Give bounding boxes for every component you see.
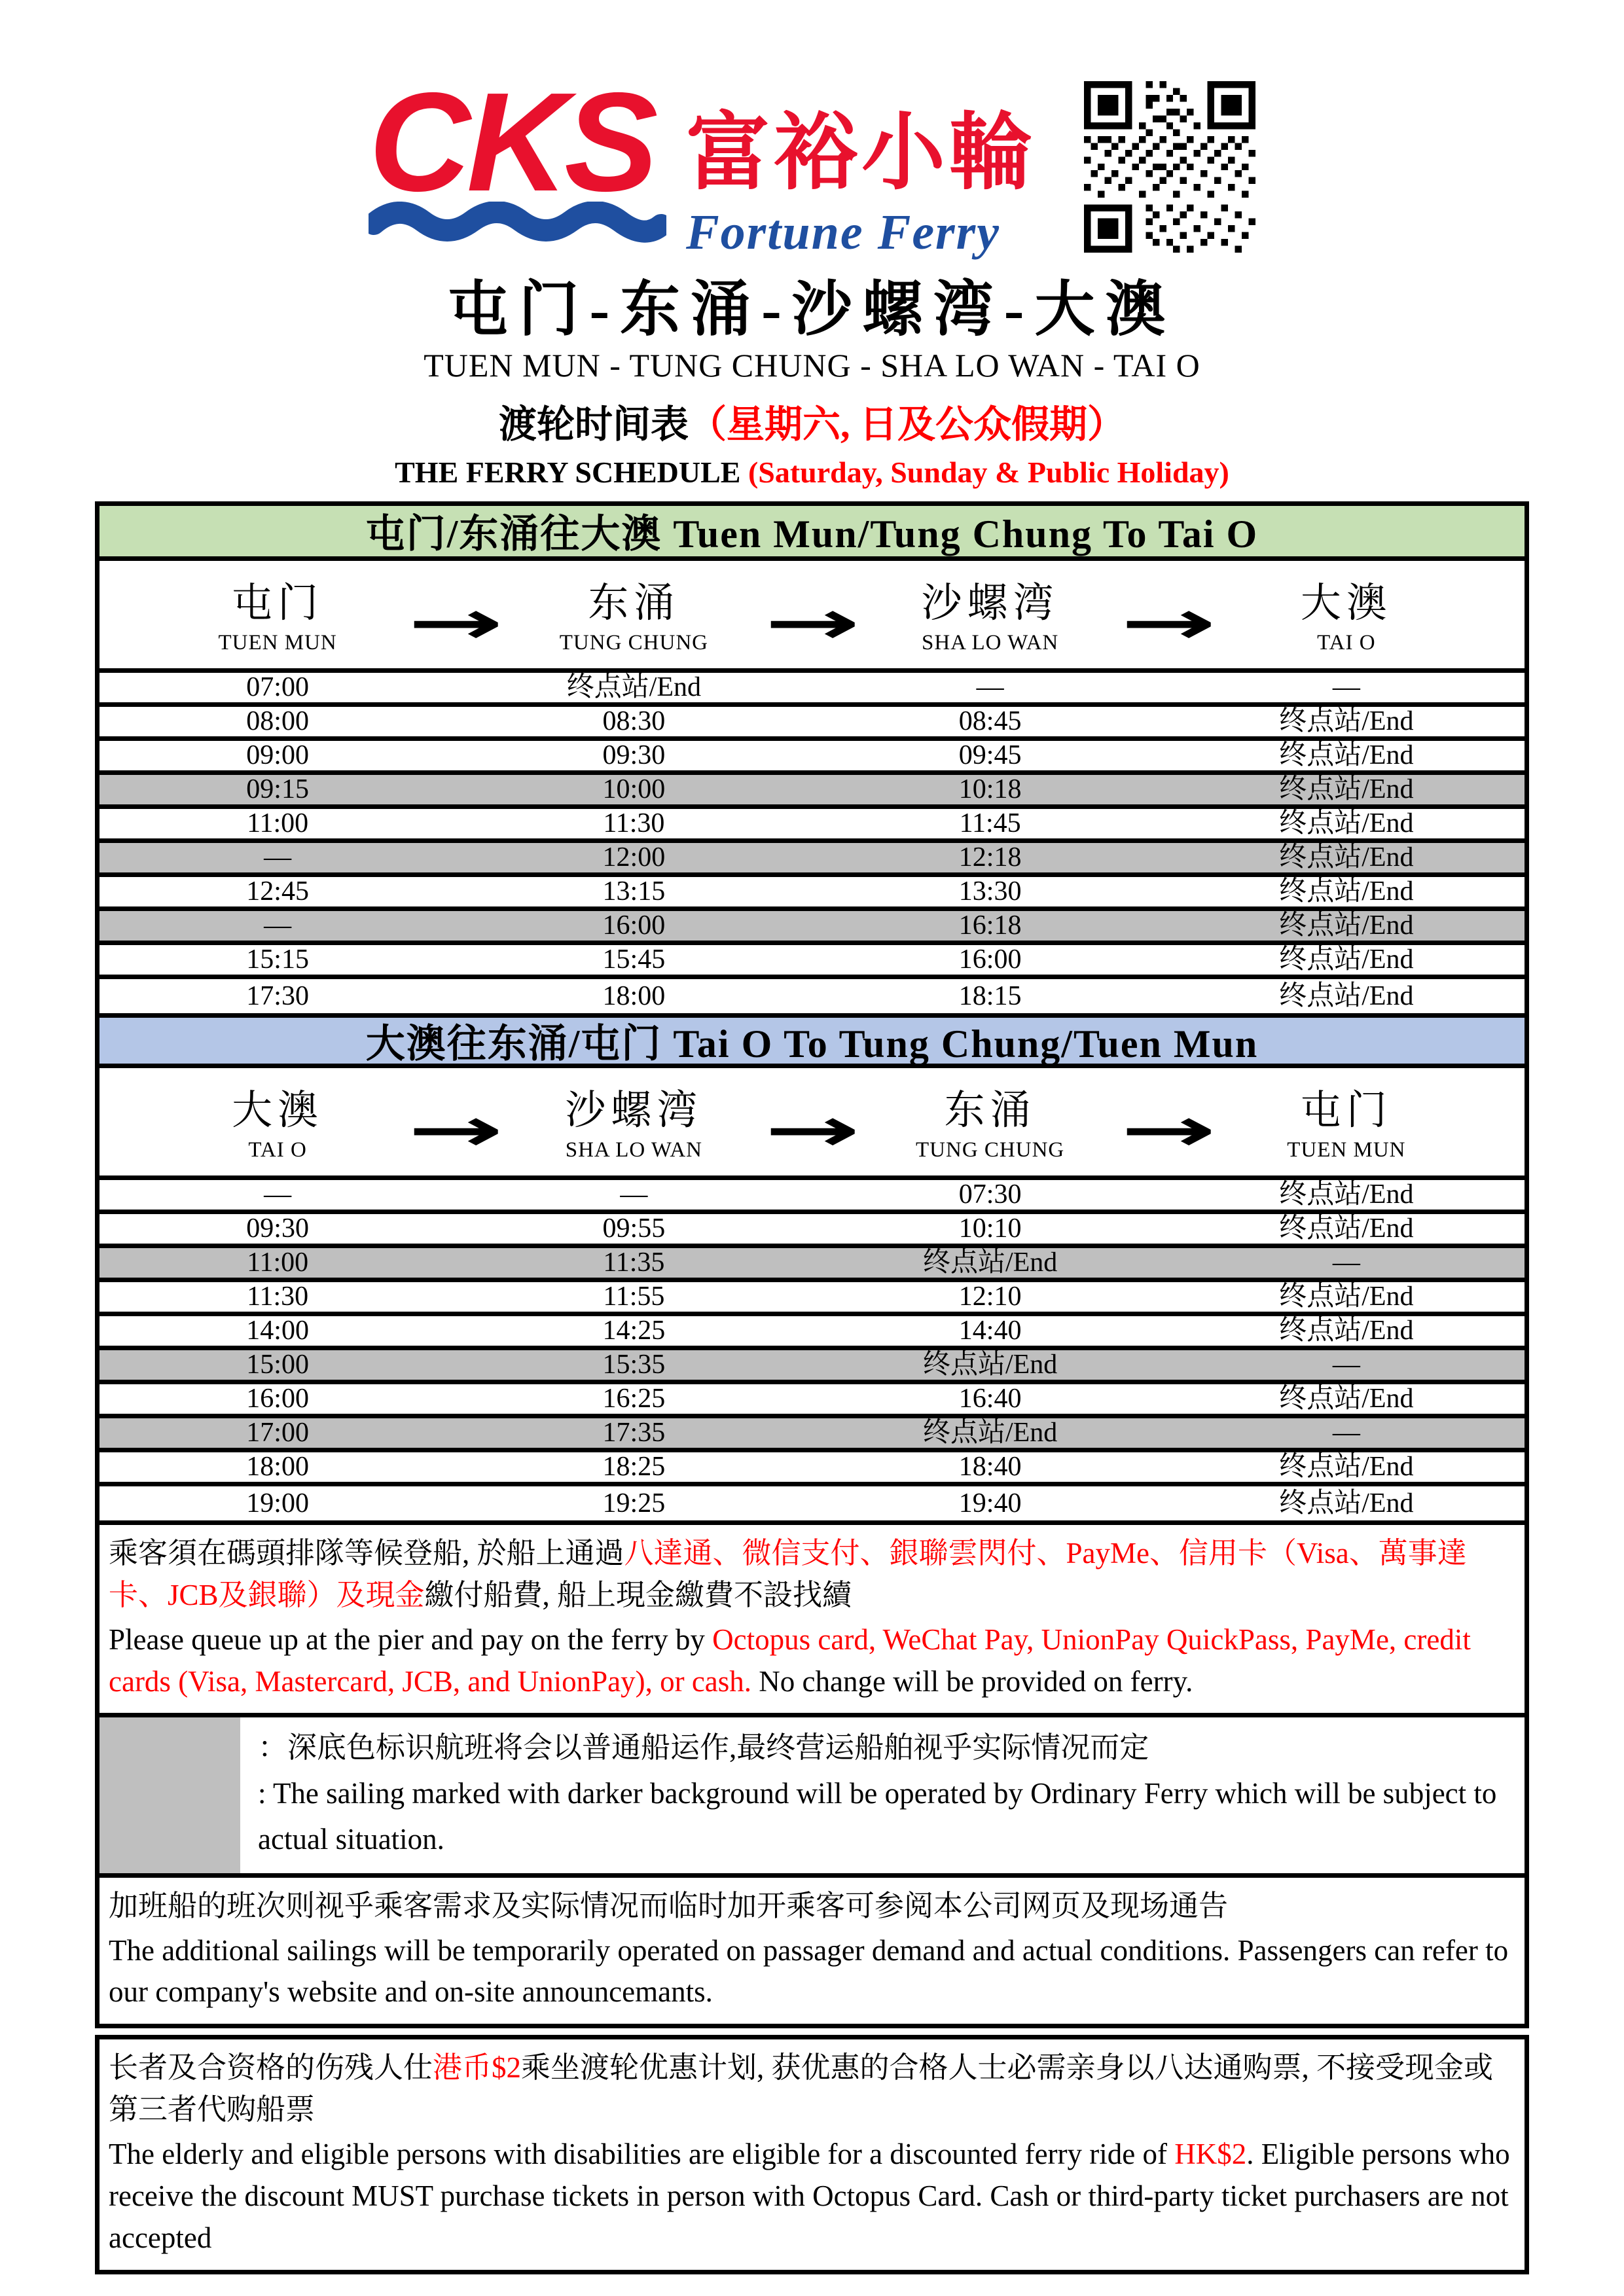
logo-text-block bbox=[686, 77, 1037, 261]
station-name-en: TUEN MUN bbox=[218, 630, 337, 655]
table-row bbox=[99, 1180, 1525, 1214]
table-row bbox=[99, 707, 1525, 741]
dark-row-legend-zh: ：深底色标识航班将会以普通船运作,最终营运船舶视乎实际情况而定 bbox=[258, 1731, 1149, 1765]
station-tai-o bbox=[99, 1068, 456, 1175]
table-row bbox=[99, 1248, 1525, 1282]
time-cell: 18:40 bbox=[958, 1452, 1022, 1482]
table-row bbox=[99, 1384, 1525, 1418]
time-cell: 终点站/End bbox=[922, 1350, 1058, 1380]
payment-note-en-red: Octopus card, WeChat Pay, UnionPay QuickPass, PayMe, credit cards (Visa, Mastercard, JCB, and UnionPay), or cash. bbox=[109, 1623, 1471, 1698]
schedule-title-english-black: THE FERRY SCHEDULE bbox=[395, 455, 741, 489]
time-cell: 终点站/End bbox=[1279, 808, 1414, 839]
time-cell: 15:35 bbox=[602, 1350, 666, 1380]
time-cell: 终点站/End bbox=[1279, 1213, 1414, 1244]
time-cell: — bbox=[1332, 1247, 1360, 1278]
dark-row-legend bbox=[99, 1717, 1525, 1877]
table-row bbox=[99, 673, 1525, 707]
station-name-zh: 东涌 bbox=[588, 581, 680, 626]
payment-note-en bbox=[109, 1619, 1515, 1703]
time-cell: 终点站/End bbox=[1279, 1452, 1414, 1482]
table-row bbox=[99, 809, 1525, 843]
fortune-ferry-logo bbox=[369, 63, 1037, 266]
time-cell: 终点站/End bbox=[922, 1418, 1058, 1448]
table-row bbox=[99, 1452, 1525, 1486]
time-cell: 18:00 bbox=[246, 1452, 309, 1482]
station-name-zh: 沙螺湾 bbox=[565, 1088, 703, 1133]
time-cell: 18:15 bbox=[958, 980, 1022, 1011]
station-tuen-mun bbox=[99, 561, 456, 668]
time-cell: — bbox=[264, 1179, 292, 1210]
outbound-rows bbox=[99, 673, 1525, 1013]
time-cell: 终点站/End bbox=[1279, 944, 1414, 975]
time-cell: 终点站/End bbox=[1279, 774, 1414, 805]
arrow-right-icon: → bbox=[408, 1094, 504, 1165]
schedule-table bbox=[95, 501, 1529, 2028]
table-row bbox=[99, 1486, 1525, 1520]
time-cell: 09:30 bbox=[602, 740, 666, 771]
wave-icon bbox=[369, 202, 666, 266]
station-name-zh: 屯门 bbox=[1300, 1088, 1392, 1133]
logo-english-name: Fortune Ferry bbox=[685, 205, 1000, 260]
schedule-title-english bbox=[0, 455, 1624, 490]
discount-note bbox=[99, 2039, 1525, 2269]
payment-note-zh bbox=[109, 1533, 1515, 1617]
time-cell: 11:35 bbox=[603, 1247, 665, 1278]
discount-note-box bbox=[95, 2035, 1529, 2274]
table-row bbox=[99, 775, 1525, 809]
time-cell: — bbox=[976, 672, 1004, 703]
time-cell: 12:00 bbox=[602, 842, 666, 873]
time-cell: 18:25 bbox=[602, 1452, 666, 1482]
time-cell: 15:00 bbox=[246, 1350, 309, 1380]
additional-sailings-note-en: The additional sailings will be temporarily operated on passager demand and actual conditions. Passengers can refer to our company's website and on-site announcemants. bbox=[109, 1933, 1509, 2009]
time-cell: 终点站/End bbox=[1279, 876, 1414, 907]
arrow-right-icon: → bbox=[1120, 587, 1216, 658]
table-row bbox=[99, 979, 1525, 1013]
time-cell: — bbox=[1332, 1350, 1360, 1380]
time-cell: 19:40 bbox=[958, 1488, 1022, 1518]
time-cell: 终点站/End bbox=[1279, 1384, 1414, 1414]
station-tuen-mun bbox=[1168, 1068, 1525, 1175]
time-cell: 终点站/End bbox=[566, 672, 702, 703]
time-cell: 16:00 bbox=[246, 1384, 309, 1414]
time-cell: 17:00 bbox=[246, 1418, 309, 1448]
table-row bbox=[99, 1316, 1525, 1350]
arrow-right-icon: → bbox=[1120, 1094, 1216, 1165]
time-cell: 终点站/End bbox=[1279, 1488, 1414, 1518]
time-cell: 12:45 bbox=[246, 876, 309, 907]
time-cell: 17:35 bbox=[602, 1418, 666, 1448]
route-title-chinese: 屯门-东涌-沙螺湾-大澳 bbox=[448, 276, 1176, 343]
time-cell: 13:15 bbox=[602, 876, 666, 907]
inbound-banner: 大澳往东涌/屯门 Tai O To Tung Chung/Tuen Mun bbox=[99, 1013, 1525, 1068]
station-name-en: TAI O bbox=[1317, 630, 1376, 655]
station-name-en: TUNG CHUNG bbox=[559, 630, 708, 655]
cks-logo-text: CKS bbox=[369, 63, 655, 221]
station-tung-chung bbox=[456, 561, 812, 668]
time-cell: 09:45 bbox=[958, 740, 1022, 771]
time-cell: 11:55 bbox=[603, 1282, 665, 1312]
cks-logo-block bbox=[369, 63, 666, 266]
payment-note-zh-red: 八達通、微信支付、銀聯雲閃付、PayMe、信用卡（Visa、萬事達卡、JCB及銀聯）及現金 bbox=[109, 1536, 1467, 1611]
time-cell: 11:00 bbox=[247, 808, 309, 839]
dark-row-legend-text bbox=[249, 1717, 1525, 1873]
outbound-station-header bbox=[99, 561, 1525, 673]
outbound-banner: 屯门/东涌往大澳 Tuen Mun/Tung Chung To Tai O bbox=[99, 506, 1525, 561]
time-cell: — bbox=[264, 910, 292, 941]
time-cell: 14:25 bbox=[602, 1316, 666, 1346]
payment-note-en-black: Please queue up at the pier and pay on the ferry by bbox=[109, 1623, 713, 1656]
payment-note-zh-black: 乘客須在碼頭排隊等候登船, 於船上通過 bbox=[109, 1536, 624, 1570]
time-cell: 终点站/End bbox=[1279, 1282, 1414, 1312]
station-name-en: TAI O bbox=[248, 1138, 307, 1162]
time-cell: 终点站/End bbox=[1279, 910, 1414, 941]
time-cell: 14:00 bbox=[246, 1316, 309, 1346]
station-tai-o bbox=[1168, 561, 1525, 668]
station-name-zh: 东涌 bbox=[944, 1088, 1036, 1133]
time-cell: — bbox=[620, 1179, 648, 1210]
discount-note-en-red: HK$2 bbox=[1174, 2138, 1247, 2171]
time-cell: — bbox=[1332, 1418, 1360, 1448]
table-row bbox=[99, 741, 1525, 775]
time-cell: 09:30 bbox=[246, 1213, 309, 1244]
time-cell: 11:00 bbox=[247, 1247, 309, 1278]
time-cell: 终点站/End bbox=[922, 1247, 1058, 1278]
discount-note-zh-red: 港币$2 bbox=[433, 2051, 522, 2085]
arrow-right-icon: → bbox=[764, 587, 860, 658]
time-cell: 终点站/End bbox=[1279, 740, 1414, 771]
time-cell: 终点站/End bbox=[1279, 1179, 1414, 1210]
time-cell: 16:00 bbox=[958, 944, 1022, 975]
discount-note-en-black: The elderly and eligible persons with disabilities are eligible for a discounted ferry ride of bbox=[109, 2138, 1175, 2171]
time-cell: 16:40 bbox=[958, 1384, 1022, 1414]
table-row bbox=[99, 945, 1525, 979]
time-cell: 终点站/End bbox=[1279, 980, 1414, 1011]
station-sha-lo-wan bbox=[812, 561, 1168, 668]
station-name-zh: 屯门 bbox=[232, 581, 324, 626]
time-cell: 08:45 bbox=[958, 706, 1022, 737]
time-cell: 08:00 bbox=[246, 706, 309, 737]
time-cell: 10:10 bbox=[958, 1213, 1022, 1244]
time-cell: 11:30 bbox=[603, 808, 665, 839]
time-cell: 16:00 bbox=[602, 910, 666, 941]
station-name-en: TUNG CHUNG bbox=[916, 1138, 1065, 1162]
table-row bbox=[99, 877, 1525, 911]
schedule-title-chinese-red: （星期六, 日及公众假期） bbox=[689, 403, 1126, 446]
table-row bbox=[99, 1214, 1525, 1248]
dark-row-swatch bbox=[99, 1717, 240, 1873]
station-name-en: SHA LO WAN bbox=[565, 1138, 702, 1162]
discount-note-en bbox=[109, 2134, 1515, 2259]
route-title-english: TUEN MUN - TUNG CHUNG - SHA LO WAN - TAI O bbox=[424, 346, 1200, 384]
discount-note-en-black2: . Eligible persons who receive the discount MUST purchase tickets in person with Octopus Card. Cash or third-party ticket purchasers are not accepted bbox=[109, 2138, 1510, 2254]
time-cell: 17:30 bbox=[246, 980, 309, 1011]
time-cell: 07:30 bbox=[958, 1179, 1022, 1210]
time-cell: 终点站/End bbox=[1279, 706, 1414, 737]
table-row bbox=[99, 1418, 1525, 1452]
payment-note bbox=[99, 1520, 1525, 1718]
station-tung-chung bbox=[812, 1068, 1168, 1175]
additional-sailings-note-zh: 加班船的班次则视乎乘客需求及实际情况而临时加开乘客可参阅本公司网页及现场通告 bbox=[109, 1889, 1229, 1922]
time-cell: 09:55 bbox=[602, 1213, 666, 1244]
time-cell: 18:00 bbox=[602, 980, 666, 1011]
time-cell: 终点站/End bbox=[1279, 1316, 1414, 1346]
time-cell: 11:30 bbox=[247, 1282, 309, 1312]
additional-sailings-note bbox=[99, 1878, 1525, 2024]
station-name-zh: 大澳 bbox=[232, 1088, 324, 1133]
inbound-station-header bbox=[99, 1068, 1525, 1180]
time-cell: 10:18 bbox=[958, 774, 1022, 805]
time-cell: 16:18 bbox=[958, 910, 1022, 941]
station-name-en: TUEN MUN bbox=[1287, 1138, 1406, 1162]
table-row bbox=[99, 911, 1525, 945]
table-row bbox=[99, 1282, 1525, 1316]
qr-code bbox=[1084, 81, 1255, 253]
arrow-right-icon: → bbox=[764, 1094, 860, 1165]
schedule-title-chinese bbox=[0, 393, 1624, 448]
time-cell: 15:15 bbox=[246, 944, 309, 975]
time-cell: — bbox=[1332, 672, 1360, 703]
discount-note-zh bbox=[109, 2047, 1515, 2131]
payment-note-zh-black2: 繳付船費, 船上現金繳費不設找續 bbox=[424, 1578, 852, 1611]
time-cell: 13:30 bbox=[958, 876, 1022, 907]
time-cell: 11:45 bbox=[959, 808, 1021, 839]
discount-note-zh-black: 长者及合资格的伤残人仕 bbox=[109, 2051, 433, 2085]
inbound-rows bbox=[99, 1180, 1525, 1520]
time-cell: 07:00 bbox=[246, 672, 309, 703]
station-name-zh: 沙螺湾 bbox=[921, 581, 1059, 626]
brand-header bbox=[0, 0, 1624, 266]
time-cell: 09:15 bbox=[246, 774, 309, 805]
schedule-title-english-red: (Saturday, Sunday & Public Holiday) bbox=[748, 455, 1229, 489]
logo-chinese-name: 富裕小輪 bbox=[685, 107, 1037, 200]
time-cell: 19:25 bbox=[602, 1488, 666, 1518]
time-cell: 16:25 bbox=[602, 1384, 666, 1414]
time-cell: 19:00 bbox=[246, 1488, 309, 1518]
discount-note-zh-black2: 乘坐渡轮优惠计划, 获优惠的合格人士必需亲身以八达通购票, 不接受现金或第三者代购船票 bbox=[109, 2051, 1494, 2126]
dark-row-legend-en: : The sailing marked with darker background will be operated by Ordinary Ferry which will be subject to actual situation. bbox=[258, 1777, 1497, 1856]
station-sha-lo-wan bbox=[456, 1068, 812, 1175]
station-name-en: SHA LO WAN bbox=[922, 630, 1059, 655]
time-cell: 09:00 bbox=[246, 740, 309, 771]
station-name-zh: 大澳 bbox=[1300, 581, 1392, 626]
payment-note-en-black2: No change will be provided on ferry. bbox=[751, 1664, 1193, 1698]
time-cell: 12:10 bbox=[958, 1282, 1022, 1312]
arrow-right-icon: → bbox=[408, 587, 504, 658]
time-cell: 12:18 bbox=[958, 842, 1022, 873]
time-cell: 10:00 bbox=[602, 774, 666, 805]
time-cell: 终点站/End bbox=[1279, 842, 1414, 873]
time-cell: 14:40 bbox=[958, 1316, 1022, 1346]
schedule-title-chinese-black: 渡轮时间表 bbox=[498, 403, 689, 446]
time-cell: 15:45 bbox=[602, 944, 666, 975]
time-cell: 08:30 bbox=[602, 706, 666, 737]
time-cell: — bbox=[264, 842, 292, 873]
table-row bbox=[99, 1350, 1525, 1384]
table-row bbox=[99, 843, 1525, 877]
